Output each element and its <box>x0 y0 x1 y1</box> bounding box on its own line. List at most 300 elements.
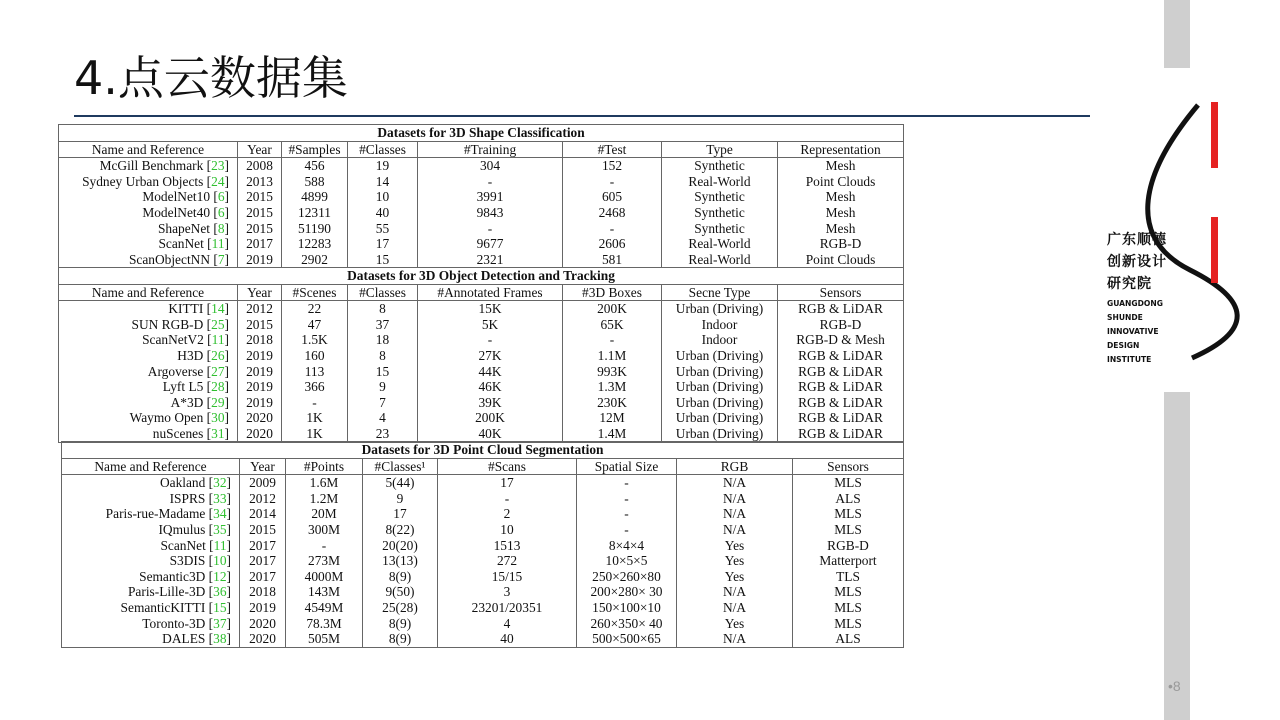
dataset-name-cell: Lyft L5 [28] <box>59 379 238 395</box>
table-cell: 9843 <box>418 205 563 221</box>
logo-en-line: GUANGDONG <box>1107 299 1163 308</box>
table-cell: RGB-D <box>778 236 904 252</box>
dataset-name: ShapeNet <box>157 220 211 236</box>
table-row <box>62 569 904 585</box>
reference-link[interactable]: 32 <box>213 475 227 491</box>
column-header: Spatial Size <box>577 458 677 475</box>
table-cell: 78.3M <box>286 616 363 632</box>
table-cell: RGB & LiDAR <box>778 410 904 426</box>
dataset-name-cell: ScanNet [11] <box>62 538 240 554</box>
dataset-name: H3D <box>177 347 204 363</box>
table-cell: 250×260×80 <box>577 569 677 585</box>
table-cell: 1513 <box>438 538 577 554</box>
table-row <box>62 616 904 632</box>
table-cell: 272 <box>438 553 577 569</box>
table-cell: 7 <box>348 395 418 411</box>
table-row <box>59 205 904 221</box>
table-cell: 2013 <box>238 174 282 190</box>
table-cell: 4899 <box>282 189 348 205</box>
table-caption: Datasets for 3D Point Cloud Segmentation <box>62 442 904 459</box>
dataset-name: ModelNet40 <box>142 204 211 220</box>
dataset-name-cell: DALES [38] <box>62 631 240 647</box>
column-header: #Classes <box>348 141 418 158</box>
dataset-name: nuScenes <box>152 425 204 441</box>
column-header: Name and Reference <box>62 458 240 475</box>
table-cell: 8(22) <box>363 522 438 538</box>
dataset-name-cell: ScanObjectNN [7] <box>59 252 238 268</box>
column-header: Secne Type <box>662 284 778 301</box>
table-cell: - <box>577 506 677 522</box>
dataset-name-cell: S3DIS [10] <box>62 553 240 569</box>
table-cell: 12M <box>563 410 662 426</box>
table-cell: 23 <box>348 426 418 442</box>
table-cell: - <box>563 174 662 190</box>
reference-link[interactable]: 31 <box>211 425 225 441</box>
dataset-name: ISPRS <box>169 490 206 506</box>
reference-link[interactable]: 29 <box>211 394 225 410</box>
reference-link[interactable]: 10 <box>213 553 227 569</box>
column-header: Year <box>238 141 282 158</box>
logo-en-line: INSTITUTE <box>1107 355 1152 364</box>
table-cell: 200×280× 30 <box>577 584 677 600</box>
dataset-name-cell: nuScenes [31] <box>59 426 238 442</box>
logo-en-line: INNOVATIVE <box>1107 327 1159 336</box>
column-header: Name and Reference <box>59 284 238 301</box>
table-cell: 2902 <box>282 252 348 268</box>
table-cell: 5K <box>418 317 563 333</box>
table-cell: Mesh <box>778 205 904 221</box>
reference-link[interactable]: 11 <box>213 537 227 553</box>
dataset-name: IQmulus <box>158 521 206 537</box>
table-cell: RGB & LiDAR <box>778 379 904 395</box>
table-cell: 456 <box>282 158 348 174</box>
table-cell: 2012 <box>238 301 282 317</box>
reference-link[interactable]: 11 <box>211 332 225 348</box>
table-cell: 46K <box>418 379 563 395</box>
table-cell: MLS <box>793 616 904 632</box>
table-cell: 27K <box>418 348 563 364</box>
table-cell: RGB-D <box>778 317 904 333</box>
table-cell: 273M <box>286 553 363 569</box>
table-cell: 8(9) <box>363 569 438 585</box>
reference-link[interactable]: 37 <box>213 615 227 631</box>
table-cell: N/A <box>677 631 793 647</box>
column-header: RGB <box>677 458 793 475</box>
table-cell: Urban (Driving) <box>662 301 778 317</box>
table-cell: Urban (Driving) <box>662 426 778 442</box>
table-row <box>59 410 904 426</box>
table-cell: 993K <box>563 364 662 380</box>
logo-accent-bar-top <box>1211 102 1218 168</box>
table-cell: - <box>418 174 563 190</box>
table-cell: Yes <box>677 569 793 585</box>
table-row <box>59 332 904 348</box>
column-header: Type <box>662 141 778 158</box>
table-cell: 2020 <box>240 616 286 632</box>
dataset-name: Sydney Urban Objects <box>82 173 204 189</box>
reference-link[interactable]: 23 <box>211 158 225 174</box>
reference-link[interactable]: 33 <box>213 490 227 506</box>
table-row <box>62 538 904 554</box>
table-cell: 2321 <box>418 252 563 268</box>
dataset-name-cell: IQmulus [35] <box>62 522 240 538</box>
table-cell: 3991 <box>418 189 563 205</box>
dataset-name-cell: McGill Benchmark [23] <box>59 158 238 174</box>
decor-bar-top <box>1164 0 1190 68</box>
table-cell: 1.6M <box>286 475 363 491</box>
table-cell: 2019 <box>238 364 282 380</box>
dataset-name-cell: Waymo Open [30] <box>59 410 238 426</box>
table-cell: - <box>418 332 563 348</box>
table-cell: 55 <box>348 221 418 237</box>
table-cell: 10 <box>438 522 577 538</box>
column-header: #Scans <box>438 458 577 475</box>
reference-link[interactable]: 6 <box>217 204 225 220</box>
dataset-name: SUN RGB-D <box>131 316 204 332</box>
table-cell: Yes <box>677 616 793 632</box>
table-cell: 12283 <box>282 236 348 252</box>
table-row <box>59 236 904 252</box>
table-cell: - <box>563 221 662 237</box>
table-cell: N/A <box>677 506 793 522</box>
table-cell: RGB & LiDAR <box>778 395 904 411</box>
table-cell: 152 <box>563 158 662 174</box>
dataset-name: ScanObjectNN <box>128 251 211 267</box>
table-cell: RGB-D <box>793 538 904 554</box>
table-cell: 8 <box>348 301 418 317</box>
table-cell: 9 <box>363 491 438 507</box>
table-cell: 47 <box>282 317 348 333</box>
table-cell: 1.3M <box>563 379 662 395</box>
dataset-name: Paris-rue-Madame <box>105 506 206 522</box>
table-cell: 23201/20351 <box>438 600 577 616</box>
table-cell: 10 <box>348 189 418 205</box>
reference-link[interactable]: 15 <box>213 599 227 615</box>
table-cell: Synthetic <box>662 221 778 237</box>
table-cell: 2019 <box>238 348 282 364</box>
table-row <box>59 174 904 190</box>
table-cell: 8 <box>348 348 418 364</box>
table-cell: 40 <box>438 631 577 647</box>
table-cell: 2020 <box>238 410 282 426</box>
table-row <box>59 221 904 237</box>
reference-link[interactable]: 24 <box>211 173 225 189</box>
dataset-name-cell: Oakland [32] <box>62 475 240 491</box>
table-row <box>59 395 904 411</box>
table-cell: 13(13) <box>363 553 438 569</box>
table-cell: 65K <box>563 317 662 333</box>
table-cell: 2017 <box>240 569 286 585</box>
dataset-name: A*3D <box>170 394 204 410</box>
table-cell: 4 <box>348 410 418 426</box>
column-header: #Test <box>563 141 662 158</box>
dataset-name-cell: H3D [26] <box>59 348 238 364</box>
logo-cn-line: 研究院 <box>1107 276 1152 292</box>
table-cell: 605 <box>563 189 662 205</box>
table-cell: 1.4M <box>563 426 662 442</box>
dataset-name-cell: Sydney Urban Objects [24] <box>59 174 238 190</box>
table-cell: 8(9) <box>363 616 438 632</box>
table-cell: 2019 <box>238 252 282 268</box>
table-cell: 2020 <box>240 631 286 647</box>
reference-link[interactable]: 35 <box>213 521 227 537</box>
table-cell: RGB & LiDAR <box>778 426 904 442</box>
table-cell: MLS <box>793 522 904 538</box>
table-cell: RGB & LiDAR <box>778 301 904 317</box>
table-cell: Synthetic <box>662 189 778 205</box>
table-cell: 4 <box>438 616 577 632</box>
table-cell: 1K <box>282 410 348 426</box>
reference-link[interactable]: 34 <box>213 506 227 522</box>
table-cell: MLS <box>793 584 904 600</box>
table-cell: Yes <box>677 553 793 569</box>
table-cell: 51190 <box>282 221 348 237</box>
reference-link[interactable]: 6 <box>217 189 225 205</box>
page-number: •8 <box>1168 678 1181 694</box>
dataset-name: S3DIS <box>169 553 206 569</box>
table-cell: 2 <box>438 506 577 522</box>
table-cell: 39K <box>418 395 563 411</box>
table-row <box>59 301 904 317</box>
table-cell: 2014 <box>240 506 286 522</box>
table-cell: 2020 <box>238 426 282 442</box>
table-cell: RGB & LiDAR <box>778 348 904 364</box>
column-header: Sensors <box>793 458 904 475</box>
logo-cn-line: 广东顺德 <box>1107 232 1167 248</box>
reference-link[interactable]: 28 <box>211 379 225 395</box>
reference-link[interactable]: 38 <box>213 631 227 647</box>
table-cell: 4549M <box>286 600 363 616</box>
table-cell: 44K <box>418 364 563 380</box>
table-cell: N/A <box>677 600 793 616</box>
table-cell: 366 <box>282 379 348 395</box>
table-cell: 25(28) <box>363 600 438 616</box>
shape-classification-table <box>58 124 904 268</box>
column-header: #Scenes <box>282 284 348 301</box>
table-cell: Synthetic <box>662 158 778 174</box>
table-row <box>62 553 904 569</box>
table-cell: 2018 <box>238 332 282 348</box>
table-cell: N/A <box>677 522 793 538</box>
table-cell: - <box>577 522 677 538</box>
column-header: #3D Boxes <box>563 284 662 301</box>
table-cell: - <box>418 221 563 237</box>
table-cell: 17 <box>348 236 418 252</box>
table-cell: 40 <box>348 205 418 221</box>
table-cell: 20M <box>286 506 363 522</box>
table-cell: Mesh <box>778 158 904 174</box>
table-caption: Datasets for 3D Object Detection and Tracking <box>59 268 904 285</box>
table-row <box>62 491 904 507</box>
table-cell: 2012 <box>240 491 286 507</box>
column-header: #Samples <box>282 141 348 158</box>
table-cell: 2015 <box>238 205 282 221</box>
table-cell: MLS <box>793 600 904 616</box>
table-cell: 2017 <box>238 236 282 252</box>
table-cell: N/A <box>677 491 793 507</box>
reference-link[interactable]: 14 <box>211 301 225 317</box>
point-cloud-segmentation-table <box>61 441 904 648</box>
object-detection-table <box>58 267 904 443</box>
table-cell: 1.5K <box>282 332 348 348</box>
dataset-name-cell: ScanNetV2 [11] <box>59 332 238 348</box>
reference-link[interactable]: 7 <box>217 251 225 267</box>
dataset-name: Toronto-3D <box>142 615 206 631</box>
table-cell: 1K <box>282 426 348 442</box>
table-cell: 2018 <box>240 584 286 600</box>
table-cell: 17 <box>363 506 438 522</box>
table-cell: Real-World <box>662 174 778 190</box>
column-header: #Points <box>286 458 363 475</box>
table-row <box>59 364 904 380</box>
table-cell: 2606 <box>563 236 662 252</box>
dataset-name: DALES <box>162 631 206 647</box>
table-row <box>62 522 904 538</box>
slide-title: 4.点云数据集 <box>74 51 348 105</box>
table-cell: 14 <box>348 174 418 190</box>
table-cell: 17 <box>438 475 577 491</box>
column-header: #Training <box>418 141 563 158</box>
table-cell: 150×100×10 <box>577 600 677 616</box>
dataset-name-cell: Argoverse [27] <box>59 364 238 380</box>
title-underline <box>74 115 1090 117</box>
table-cell: 160 <box>282 348 348 364</box>
column-header: Year <box>238 284 282 301</box>
table-cell: Mesh <box>778 221 904 237</box>
table-cell: MLS <box>793 506 904 522</box>
table-cell: - <box>577 475 677 491</box>
reference-link[interactable]: 36 <box>213 584 227 600</box>
decor-bar-bottom <box>1164 392 1190 720</box>
table-cell: 22 <box>282 301 348 317</box>
table-cell: 2015 <box>240 522 286 538</box>
table-cell: 2019 <box>238 379 282 395</box>
dataset-name-cell: SemanticKITTI [15] <box>62 600 240 616</box>
dataset-name-cell: KITTI [14] <box>59 301 238 317</box>
dataset-name: McGill Benchmark <box>99 158 204 174</box>
reference-link[interactable]: 11 <box>211 236 225 252</box>
table-cell: Urban (Driving) <box>662 364 778 380</box>
table-cell: 143M <box>286 584 363 600</box>
table-cell: Urban (Driving) <box>662 348 778 364</box>
dataset-name-cell: ModelNet10 [6] <box>59 189 238 205</box>
table-row <box>59 158 904 174</box>
table-cell: Indoor <box>662 317 778 333</box>
table-cell: 8(9) <box>363 631 438 647</box>
table-cell: 15K <box>418 301 563 317</box>
dataset-name: Paris-Lille-3D <box>127 584 206 600</box>
table-cell: 9 <box>348 379 418 395</box>
table-cell: - <box>438 491 577 507</box>
table-row <box>59 317 904 333</box>
table-cell: Mesh <box>778 189 904 205</box>
column-header: #Classes¹ <box>363 458 438 475</box>
table-row <box>59 252 904 268</box>
dataset-name: ScanNet <box>158 236 204 252</box>
table-row <box>59 189 904 205</box>
dataset-name: ScanNetV2 <box>142 332 204 348</box>
table-cell: 3 <box>438 584 577 600</box>
table-cell: 2019 <box>240 600 286 616</box>
table-cell: Synthetic <box>662 205 778 221</box>
table-cell: 230K <box>563 395 662 411</box>
table-cell: 9677 <box>418 236 563 252</box>
dataset-name: SemanticKITTI <box>120 599 206 615</box>
dataset-name: Oakland <box>159 475 206 491</box>
table-cell: 5(44) <box>363 475 438 491</box>
table-row <box>59 426 904 442</box>
dataset-name-cell: A*3D [29] <box>59 395 238 411</box>
table-cell: 15/15 <box>438 569 577 585</box>
dataset-name: ModelNet10 <box>142 189 211 205</box>
reference-link[interactable]: 30 <box>211 410 225 426</box>
table-cell: 300M <box>286 522 363 538</box>
reference-link[interactable]: 8 <box>217 220 225 236</box>
table-cell: 2017 <box>240 553 286 569</box>
logo-cn-line: 创新设计 <box>1107 254 1167 270</box>
table-cell: 2009 <box>240 475 286 491</box>
table-cell: - <box>282 395 348 411</box>
logo-en-line: DESIGN <box>1107 341 1140 350</box>
table-cell: 40K <box>418 426 563 442</box>
dataset-name-cell: Toronto-3D [37] <box>62 616 240 632</box>
table-cell: N/A <box>677 475 793 491</box>
table-cell: 2015 <box>238 189 282 205</box>
table-cell: 505M <box>286 631 363 647</box>
table-cell: N/A <box>677 584 793 600</box>
dataset-name-cell: ModelNet40 [6] <box>59 205 238 221</box>
table-cell: ALS <box>793 491 904 507</box>
logo-accent-bar-bottom <box>1211 217 1218 283</box>
table-cell: 8×4×4 <box>577 538 677 554</box>
table-cell: Urban (Driving) <box>662 379 778 395</box>
table-row <box>62 631 904 647</box>
table-cell: 15 <box>348 252 418 268</box>
dataset-name: ScanNet <box>160 537 206 553</box>
table-cell: Urban (Driving) <box>662 395 778 411</box>
table-cell: 1.1M <box>563 348 662 364</box>
column-header: Representation <box>778 141 904 158</box>
table-cell: 2468 <box>563 205 662 221</box>
table-cell: 2015 <box>238 317 282 333</box>
table-cell: 19 <box>348 158 418 174</box>
reference-link[interactable]: 25 <box>211 316 225 332</box>
table-cell: ALS <box>793 631 904 647</box>
table-cell: Yes <box>677 538 793 554</box>
dataset-name: Waymo Open <box>129 410 204 426</box>
reference-link[interactable]: 27 <box>211 363 225 379</box>
table-cell: 1.2M <box>286 491 363 507</box>
table-cell: 37 <box>348 317 418 333</box>
table-row <box>62 475 904 491</box>
table-row <box>62 600 904 616</box>
dataset-name-cell: ScanNet [11] <box>59 236 238 252</box>
reference-link[interactable]: 12 <box>213 568 227 584</box>
dataset-name-cell: Paris-rue-Madame [34] <box>62 506 240 522</box>
column-header: #Annotated Frames <box>418 284 563 301</box>
table-cell: Urban (Driving) <box>662 410 778 426</box>
table-cell: - <box>286 538 363 554</box>
table-cell: 9(50) <box>363 584 438 600</box>
logo-en-line: SHUNDE <box>1107 313 1143 322</box>
reference-link[interactable]: 26 <box>211 347 225 363</box>
table-cell: Point Clouds <box>778 174 904 190</box>
logo-text <box>1107 229 1197 367</box>
table-cell: 588 <box>282 174 348 190</box>
table-cell: Matterport <box>793 553 904 569</box>
table-cell: Indoor <box>662 332 778 348</box>
table-caption: Datasets for 3D Shape Classification <box>59 125 904 142</box>
